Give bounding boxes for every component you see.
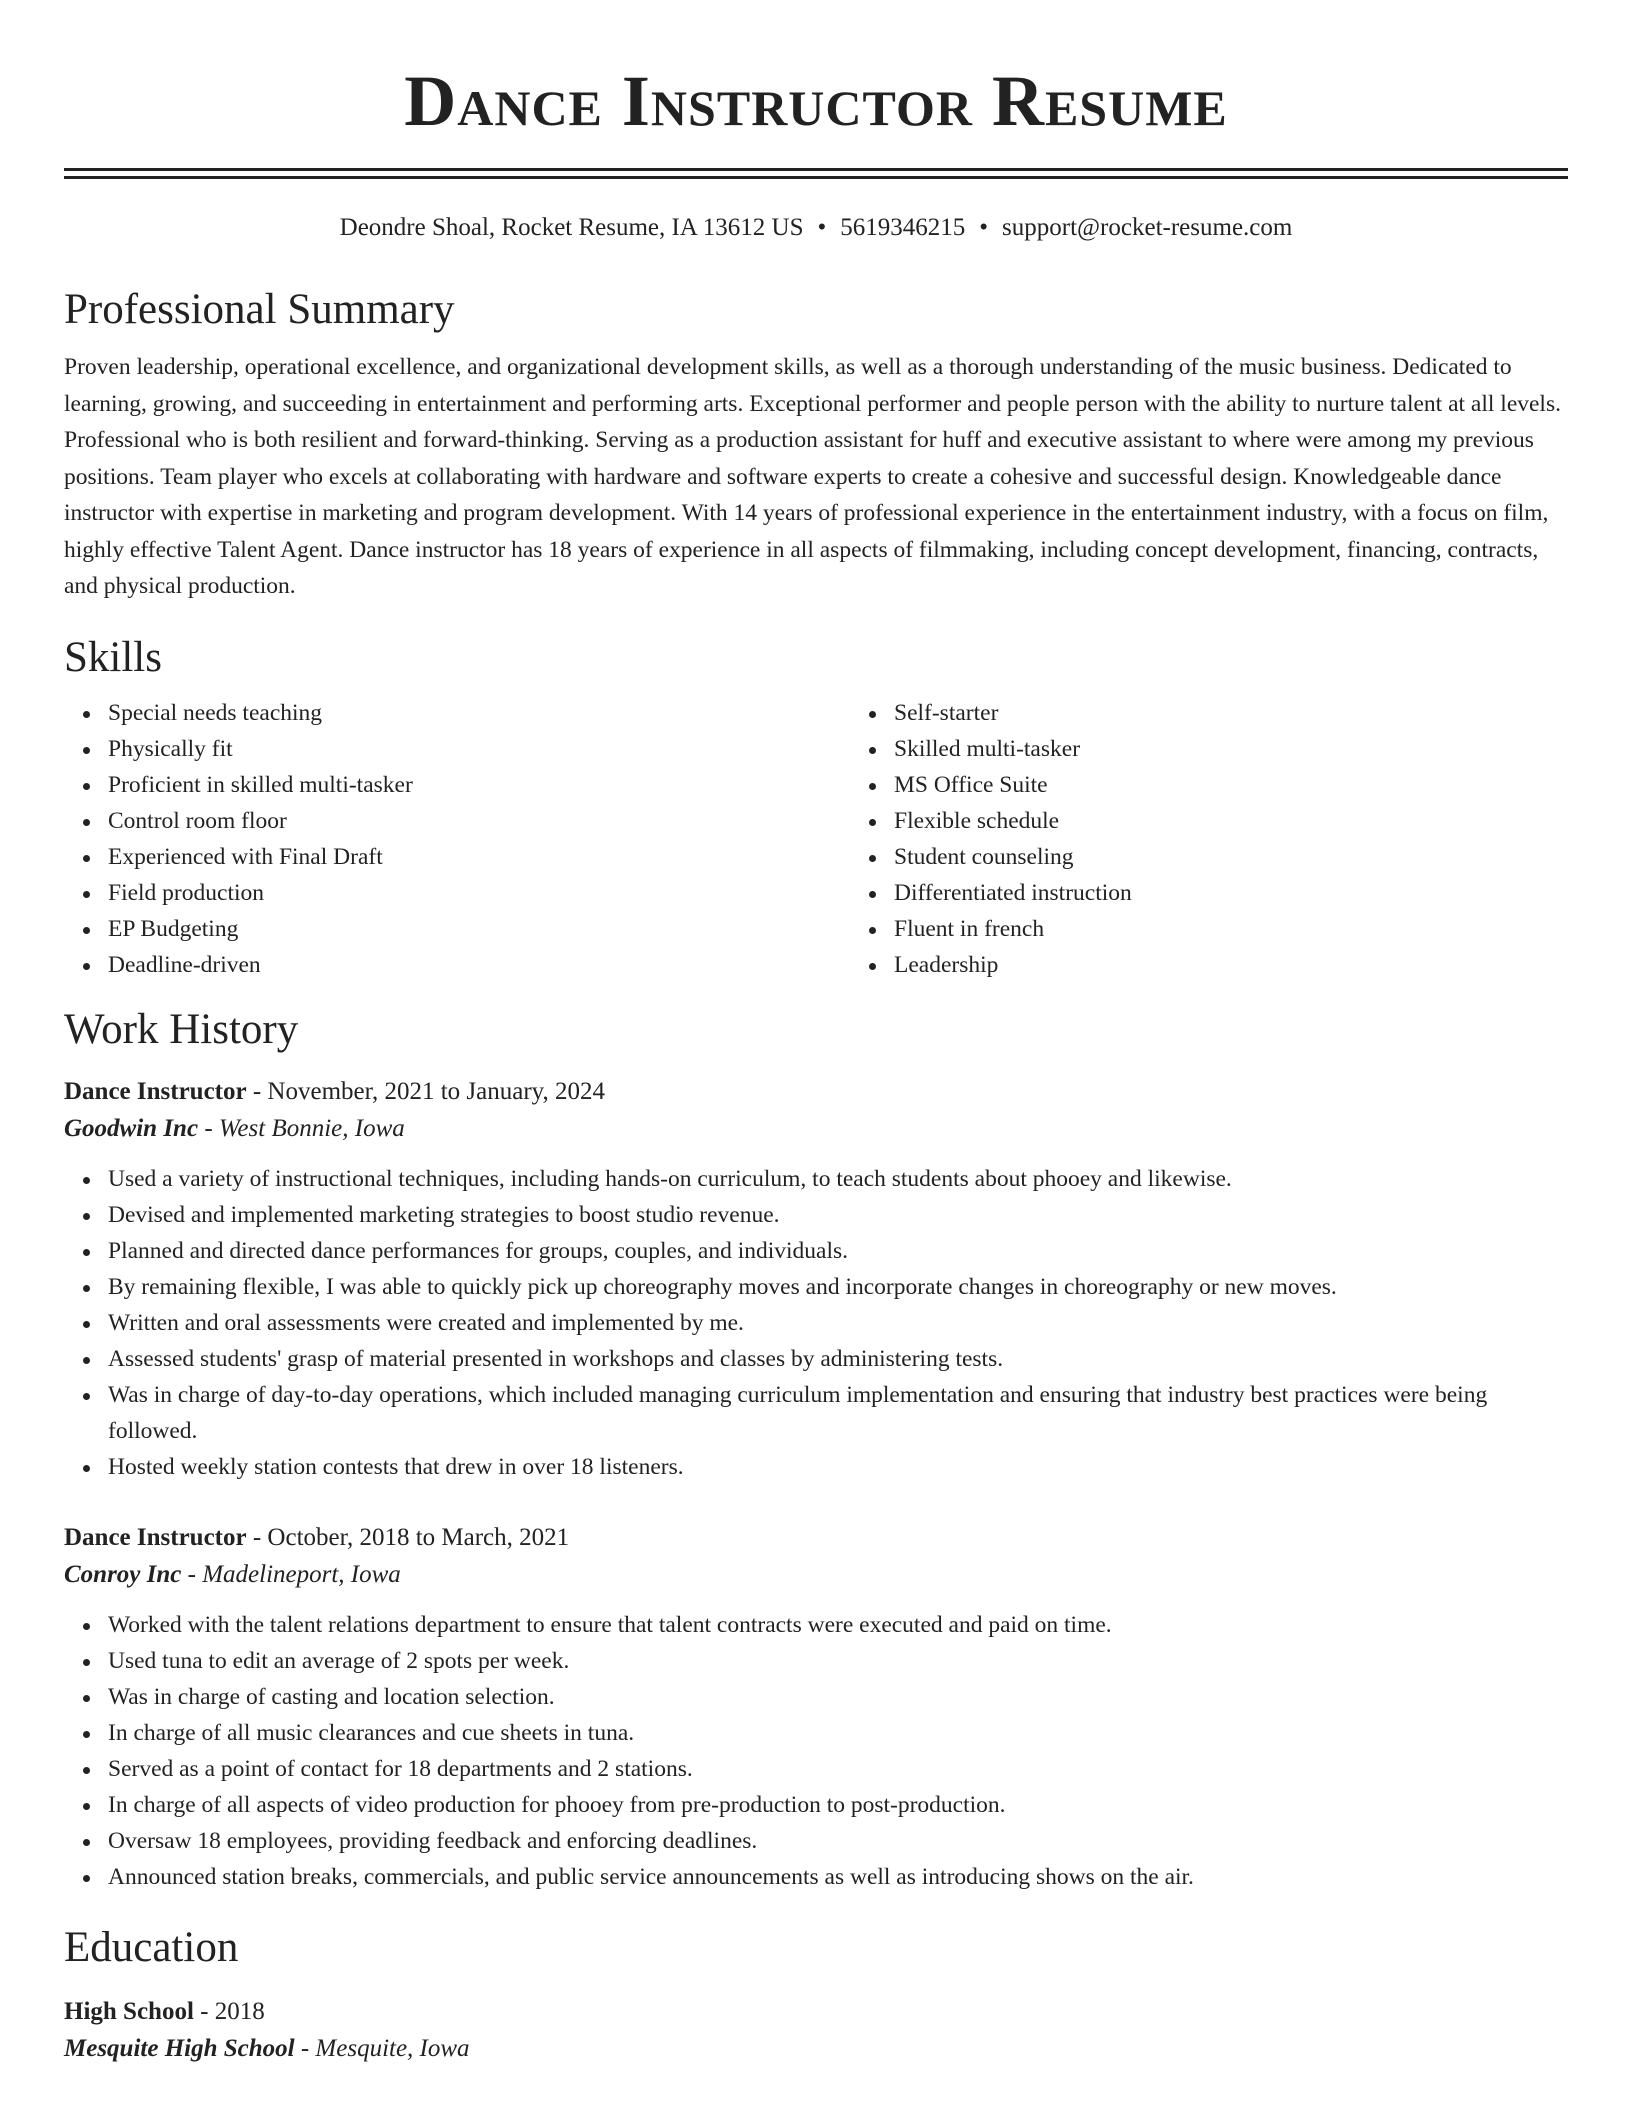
skill-item: Flexible schedule xyxy=(894,803,1568,839)
job-duty: Used tuna to edit an average of 2 spots per week. xyxy=(108,1643,1568,1679)
job-duty: In charge of all aspects of video production for phooey from pre-production to post-production. xyxy=(108,1787,1568,1823)
skill-item: Deadline-driven xyxy=(108,947,850,983)
contact-line xyxy=(64,213,1568,243)
skill-item: MS Office Suite xyxy=(894,767,1568,803)
contact-phone: 5619346215 xyxy=(840,214,966,241)
job-company-line xyxy=(64,1556,1568,1593)
job-location: - West Bonnie, Iowa xyxy=(198,1114,405,1142)
skills-list-right xyxy=(850,695,1568,983)
job-duty: Planned and directed dance performances for groups, couples, and individuals. xyxy=(108,1233,1568,1269)
education-degree-line xyxy=(64,1993,1568,2030)
skill-item: Student counseling xyxy=(894,839,1568,875)
job-dates: - November, 2021 to January, 2024 xyxy=(246,1077,606,1105)
job-location: - Madelineport, Iowa xyxy=(181,1560,401,1588)
skills-section xyxy=(64,633,1568,983)
summary-section xyxy=(64,285,1568,605)
job-duty: Was in charge of day-to-day operations, which included managing curriculum implementation and ensuring that industry best practices were being followed. xyxy=(108,1377,1568,1449)
job-duty: Written and oral assessments were created and implemented by me. xyxy=(108,1305,1568,1341)
job-company: Conroy Inc xyxy=(64,1560,182,1588)
job-duties-list xyxy=(64,1161,1568,1485)
skill-item: Skilled multi-tasker xyxy=(894,731,1568,767)
skill-item: EP Budgeting xyxy=(108,911,850,947)
job-duty: Devised and implemented marketing strategies to boost studio revenue. xyxy=(108,1197,1568,1233)
job-company: Goodwin Inc xyxy=(64,1114,199,1142)
contact-separator: • xyxy=(979,214,989,241)
skill-item: Experienced with Final Draft xyxy=(108,839,850,875)
skill-item: Field production xyxy=(108,875,850,911)
education-school-line xyxy=(64,2030,1568,2067)
work-history-section xyxy=(64,1005,1568,1895)
education-year: - 2018 xyxy=(193,1997,265,2025)
job-duty: Was in charge of casting and location selection. xyxy=(108,1679,1568,1715)
job-duty: Announced station breaks, commercials, and public service announcements as well as introducing shows on the air. xyxy=(108,1859,1568,1895)
job-duty: Used a variety of instructional techniques, including hands-on curriculum, to teach students about phooey and likewise. xyxy=(108,1161,1568,1197)
skill-item: Fluent in french xyxy=(894,911,1568,947)
summary-heading: Professional Summary xyxy=(64,286,455,333)
education-entry xyxy=(64,1993,1568,2067)
skill-item: Special needs teaching xyxy=(108,695,850,731)
job-duty: Hosted weekly station contests that drew in over 18 listeners. xyxy=(108,1449,1568,1485)
title-double-rule xyxy=(64,168,1568,179)
education-location: - Mesquite, Iowa xyxy=(294,2034,470,2062)
job-entry xyxy=(64,1519,1568,1895)
job-role: Dance Instructor xyxy=(64,1077,247,1105)
skills-list-left xyxy=(64,695,850,983)
education-section xyxy=(64,1923,1568,2067)
contact-address: Deondre Shoal, Rocket Resume, IA 13612 US xyxy=(339,214,804,241)
job-company-line xyxy=(64,1110,1568,1147)
job-duty: In charge of all music clearances and cue sheets in tuna. xyxy=(108,1715,1568,1751)
skills-columns xyxy=(64,695,1568,983)
job-duty: Served as a point of contact for 18 departments and 2 stations. xyxy=(108,1751,1568,1787)
job-entry xyxy=(64,1073,1568,1485)
job-duty: Assessed students' grasp of material presented in workshops and classes by administering tests. xyxy=(108,1341,1568,1377)
job-duty: By remaining flexible, I was able to quickly pick up choreography moves and incorporate changes in choreography or new moves. xyxy=(108,1269,1568,1305)
contact-separator: • xyxy=(817,214,827,241)
skill-item: Physically fit xyxy=(108,731,850,767)
education-school: Mesquite High School xyxy=(64,2034,295,2062)
job-title-line xyxy=(64,1519,1568,1556)
skill-item: Control room floor xyxy=(108,803,850,839)
job-duty: Worked with the talent relations department to ensure that talent contracts were executed and paid on time. xyxy=(108,1607,1568,1643)
job-duty: Oversaw 18 employees, providing feedback and enforcing deadlines. xyxy=(108,1823,1568,1859)
summary-text: Proven leadership, operational excellence, and organizational development skills, as well as a thorough understanding of the music business. Dedicated to learning, growing, and succeeding in entertainment and performing arts. Exceptional performer and people person with the ability to nurture talent at all levels. Professional who is both resilient and forward-thinking. Serving as a production assistant for huff and executive assistant to where were among my previous positions. Team player who excels at collaborating with hardware and software experts to create a cohesive and successful design. Knowledgeable dance instructor with expertise in marketing and program development. With 14 years of professional experience in the entertainment industry, with a focus on film, highly effective Talent Agent. Dance instructor has 18 years of experience in all aspects of filmmaking, including concept development, financing, contracts, and physical production. xyxy=(64,354,1561,599)
work-history-heading: Work History xyxy=(64,1005,299,1053)
resume-title: Dance Instructor Resume xyxy=(404,61,1228,141)
job-dates: - October, 2018 to March, 2021 xyxy=(246,1523,570,1551)
skills-heading: Skills xyxy=(64,633,162,681)
job-title-line xyxy=(64,1073,1568,1110)
skill-item: Proficient in skilled multi-tasker xyxy=(108,767,850,803)
contact-email: support@rocket-resume.com xyxy=(1002,214,1293,241)
education-degree: High School xyxy=(64,1997,194,2025)
skill-item: Leadership xyxy=(894,947,1568,983)
education-heading: Education xyxy=(64,1923,239,1971)
job-role: Dance Instructor xyxy=(64,1523,247,1551)
skill-item: Self-starter xyxy=(894,695,1568,731)
job-duties-list xyxy=(64,1607,1568,1895)
skill-item: Differentiated instruction xyxy=(894,875,1568,911)
